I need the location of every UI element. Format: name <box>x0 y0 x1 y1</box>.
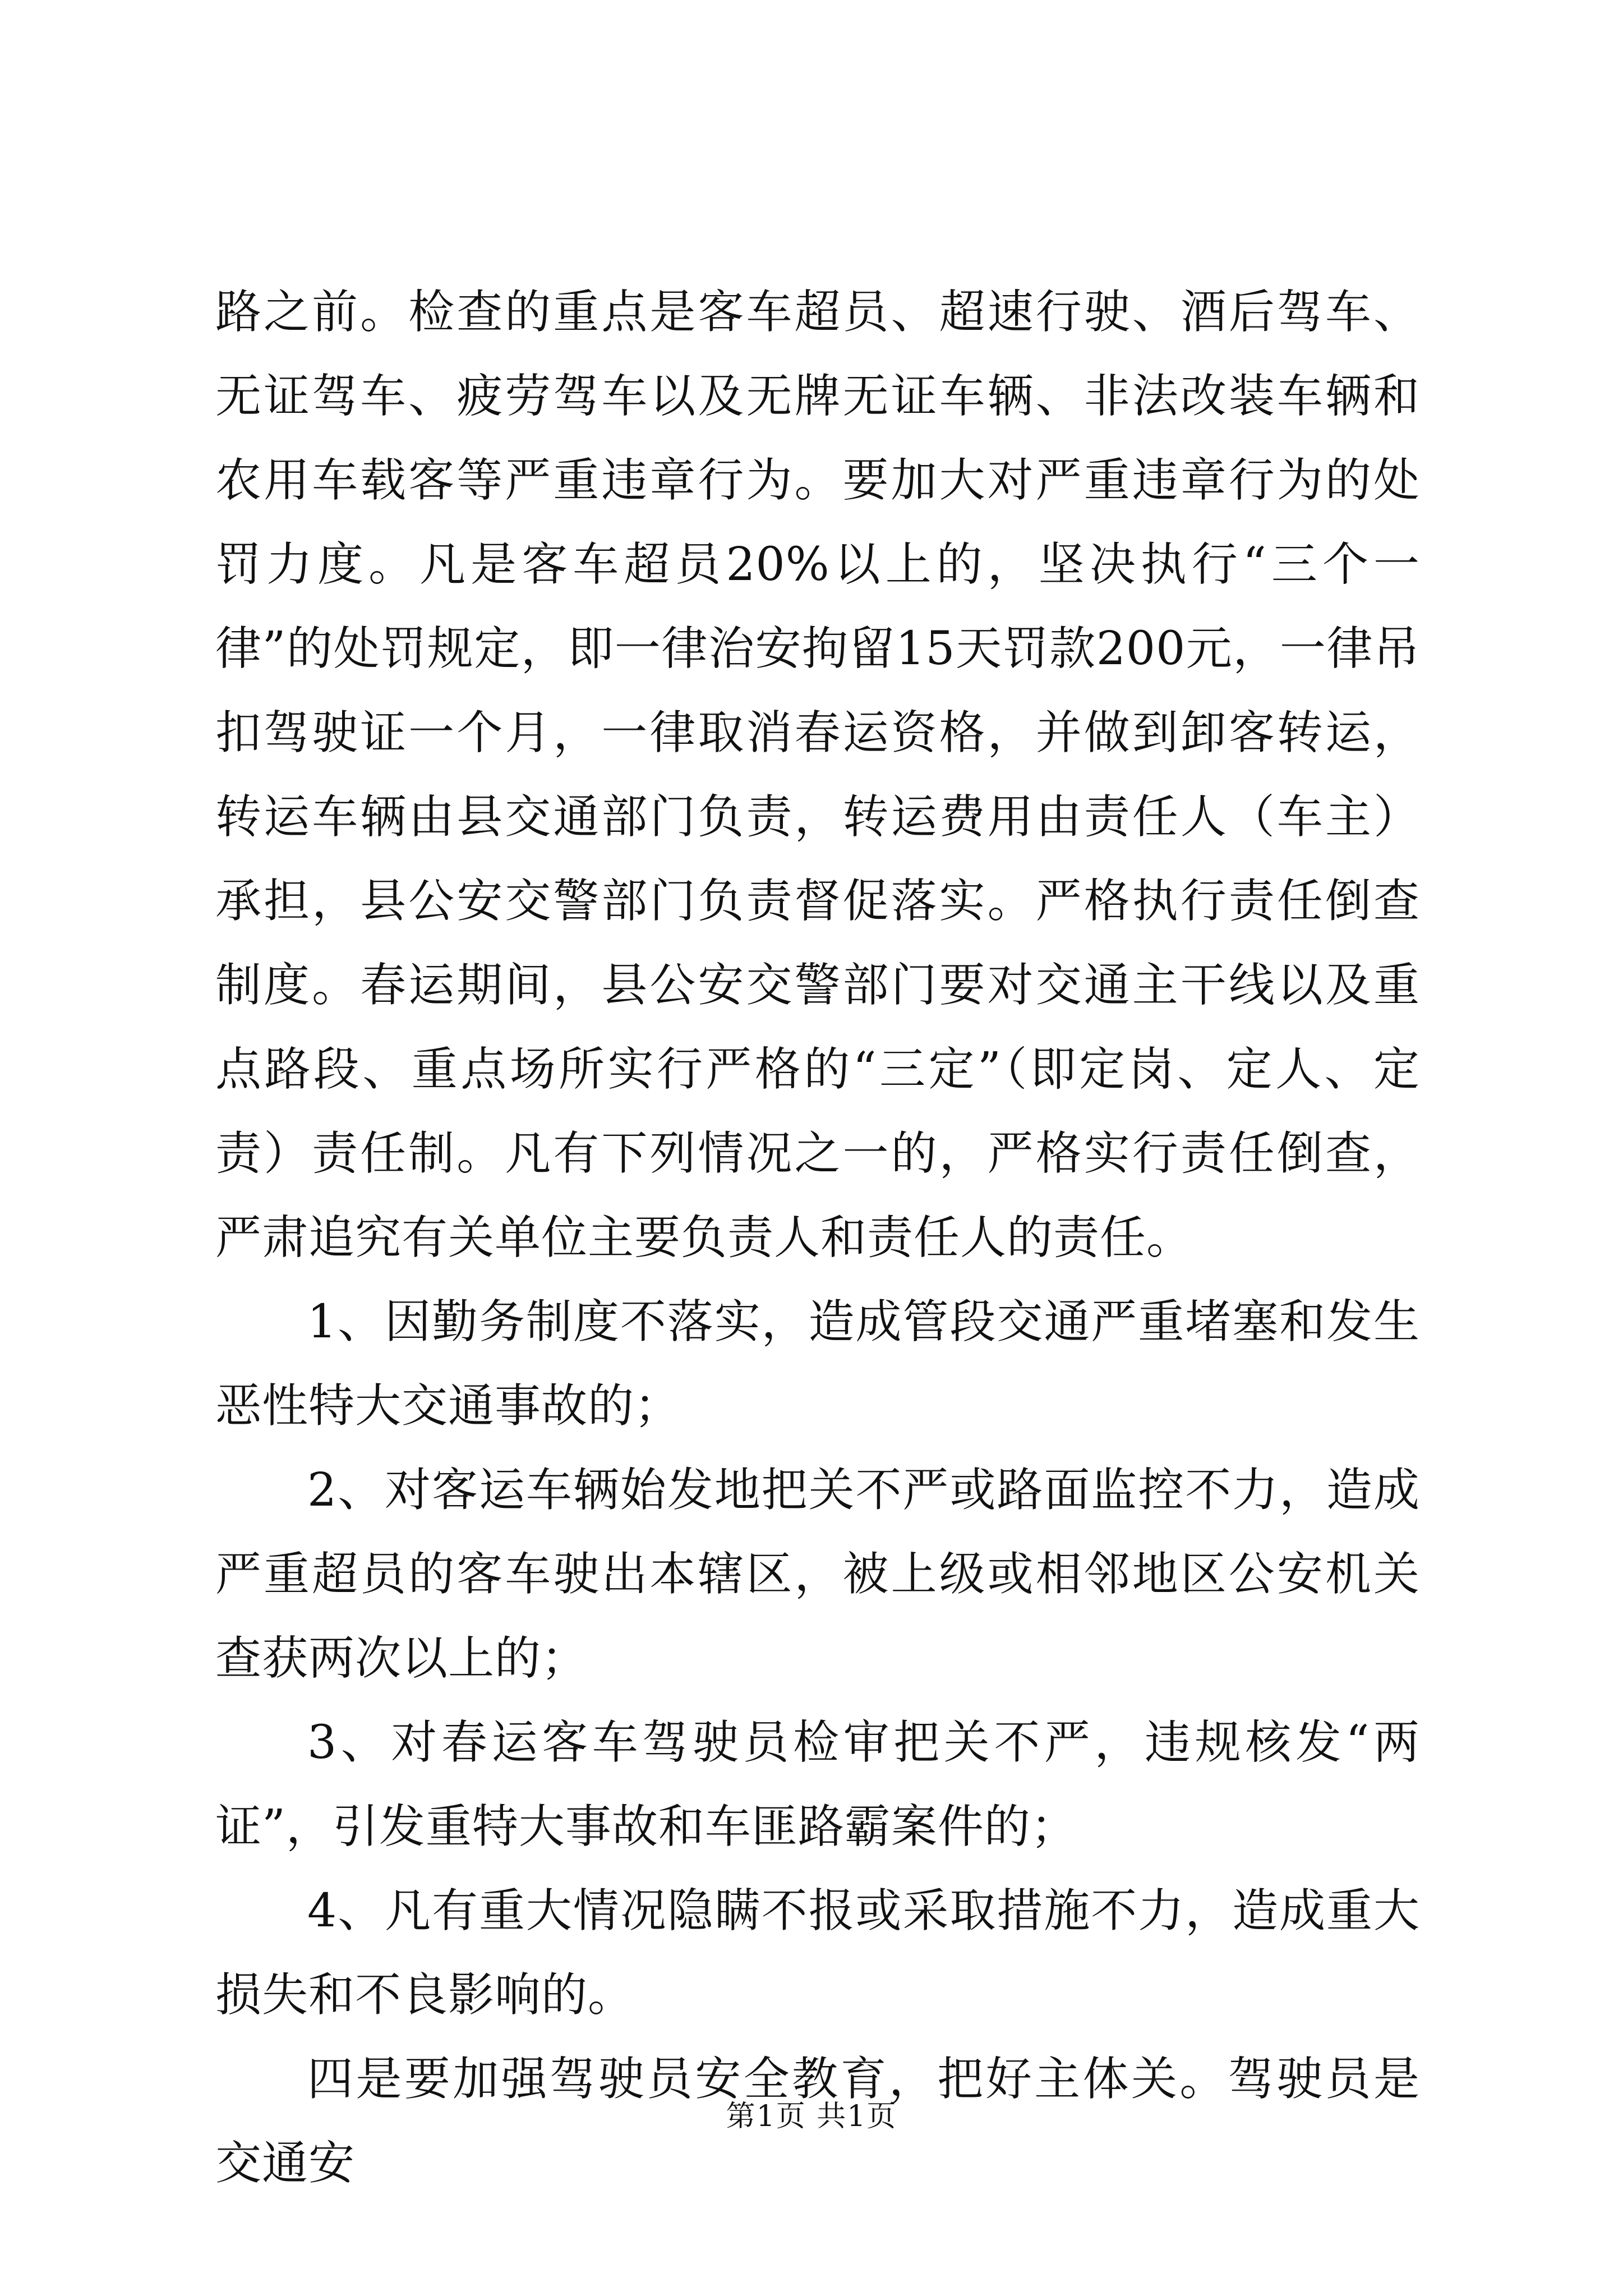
document-body <box>215 270 1420 2206</box>
list-item-4: 4、凡有重大情况隐瞒不报或采取措施不力，造成重大损失和不良影响的。 <box>215 1884 1420 2022</box>
list-item-3: 3、对春运客车驾驶员检审把关不严，违规核发“两证”，引发重特大事故和车匪路霸案件的； <box>215 1716 1420 1853</box>
list-item-2: 2、对客运车辆始发地把关不严或路面监控不力，造成严重超员的客车驶出本辖区，被上级或相邻地区公安机关查获两次以上的； <box>215 1464 1420 1685</box>
page-footer: 第1页 共1页 <box>726 2100 897 2133</box>
paragraph-continuation: 路之前。检查的重点是客车超员、超速行驶、酒后驾车、无证驾车、疲劳驾车以及无牌无证车辆、非法改装车辆和农用车载客等严重违章行为。要加大对严重违章行为的处罚力度。凡是客车超员20%以上的，坚决执行“三个一律”的处罚规定，即一律治安拘留15天罚款200元，一律吊扣驾驶证一个月，一律取消春运资格，并做到卸客转运，转运车辆由县交通部门负责，转运费用由责任人（车主）承担，县公安交警部门负责督促落实。严格执行责任倒查制度。春运期间，县公安交警部门要对交通主干线以及重点路段、重点场所实行严格的“三定”（即定岗、定人、定责）责任制。凡有下列情况之一的，严格实行责任倒查，严肃追究有关单位主要负责人和责任人的责任。 <box>215 286 1420 1264</box>
paragraph-section-four: 四是要加强驾驶员安全教育，把好主体关。驾驶员是交通安 <box>215 2053 1420 2190</box>
list-item-1: 1、因勤务制度不落实，造成管段交通严重堵塞和发生恶性特大交通事故的； <box>215 1295 1420 1433</box>
